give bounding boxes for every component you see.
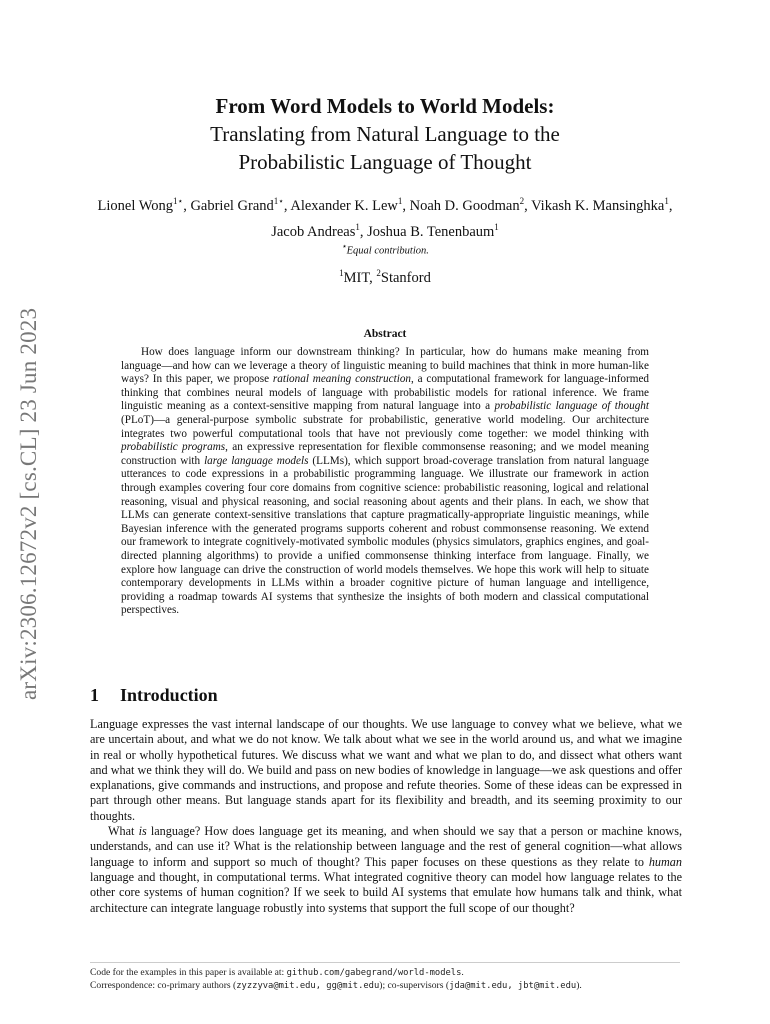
author-name: Vikash K. Mansinghka [531, 197, 665, 214]
paragraph-text: language? How does language get its meaning, and when should we say that a person or machine knows, understands, and can use it? What is the relationship between language and the rest of general cognition—what allows language to inform and support so much of thought? This paper focuses on these questions as they relate to [90, 824, 682, 869]
paper-subtitle-line-2: Probabilistic Language of Thought [238, 150, 532, 174]
paper-subtitle-line-1: Translating from Natural Language to the [210, 122, 560, 146]
author-affil-mark: 1 [397, 196, 403, 206]
abstract-text: How does language inform our downstream thinking? In particular, how do humans make meaning from language—and how can we leverage a theory of linguistic meaning to build machines that think in more human-like ways? In this paper, we propose [121, 346, 649, 386]
author-name: Gabriel Grand [190, 197, 274, 214]
footnote-text: Correspondence: co-primary authors ( [90, 979, 237, 991]
equal-contribution-note [0, 241, 770, 257]
paragraph-emphasis: human [648, 854, 682, 869]
section-number: 1 [90, 685, 99, 705]
author-name: Noah D. Goodman [409, 197, 520, 214]
footnote-text: . [461, 967, 464, 978]
author-name: Alexander K. Lew [290, 197, 398, 214]
author-affil-mark: 2 [519, 196, 525, 206]
affil-name: MIT, [343, 269, 377, 286]
section-title: Introduction [120, 685, 218, 705]
abstract-emphasis: probabilistic language of thought [494, 400, 649, 413]
affil-mark: 2 [376, 268, 381, 278]
footnote-text: ). [576, 979, 582, 991]
correspondence-footnote [90, 980, 690, 993]
arxiv-identifier-stamp: arXiv:2306.12672v2 [cs.CL] 23 Jun 2023 [16, 307, 41, 700]
footnote-rule [90, 962, 680, 963]
email-links[interactable]: zyzzyva@mit.edu, gg@mit.edu [236, 980, 380, 991]
affiliations [0, 268, 770, 287]
abstract-text: , a computational framework for language-informed thinking that combines neural models of language with probabilistic models for rational inference. We frame linguistic meaning as a context-sensitive mapping from natural language into a [121, 373, 650, 413]
affil-name: Stanford [380, 269, 431, 286]
equal-contribution-mark: ⋆ [341, 241, 347, 251]
abstract-emphasis: rational meaning construction [272, 373, 412, 386]
footnote-text: ); co-supervisors ( [379, 979, 450, 991]
abstract-text: (PLoT)—a general-purpose symbolic substrate for probabilistic, generative world modeling. Our architecture integrates two powerful computational tools that have not previously come together: we model thinking with [121, 413, 649, 440]
email-links[interactable]: jda@mit.edu, jbt@mit.edu [449, 980, 577, 991]
author-affil-mark: 1⋆ [173, 196, 184, 206]
author-name: Lionel Wong [97, 197, 174, 214]
equal-contribution-text: Equal contribution. [346, 245, 429, 257]
abstract-emphasis: probabilistic programs [121, 441, 226, 454]
code-footnote [90, 967, 690, 980]
abstract-text: , an expressive representation for flexible commonsense reasoning; and we model meaning construction with [121, 441, 650, 467]
author-affil-mark: 1 [664, 196, 669, 206]
footnotes [90, 967, 690, 992]
paper-title: From Word Models to World Models: [215, 94, 555, 118]
affil-mark: 1 [339, 268, 344, 278]
author-affil-mark: 1 [355, 221, 360, 232]
abstract-body [121, 346, 649, 618]
author-affil-mark: 1⋆ [273, 196, 284, 206]
section-heading [90, 685, 218, 706]
footnote-text: Code for the examples in this paper is available at: [90, 967, 287, 978]
paragraph [90, 824, 682, 916]
author-name: Jacob Andreas [271, 223, 356, 240]
code-link[interactable]: github.com/gabegrand/world-models [286, 968, 462, 978]
title-block [0, 92, 770, 176]
author-affil-mark: 1 [494, 221, 499, 232]
author-list: Lionel Wong$^{1⋆}$, Gabriel Grand$^{1⋆}$, Alexander K. Lew$^1$, Noah D. Goodman$^2$, Vikash K. Mansinghka$^1$, Jacob Andreas$^1$, Joshua B. Tenenbaum$^1$ [97, 196, 673, 240]
author-name: Joshua B. Tenenbaum [367, 223, 495, 240]
paragraph-text: language and thought, in computational terms. What integrated cognitive theory can model how language relates to the other core systems of human cognition? If we seek to build AI systems that emulate how humans talk and think, what architecture can integrate language robustly into systems that support the full scope of our thought? [90, 869, 682, 915]
paragraph: Language expresses the vast internal landscape of our thoughts. We use language to convey what we believe, what we are uncertain about, and what we do not know. We talk about what we see in the world around us, and what we imagine in real or wholly hypothetical futures. We discuss what we want and what we plan to do, and dissect what others want and what we think they will do. We build and pass on new bodies of knowledge in language—we ask questions and offer explanations, give commands and instructions, and propose and refute theories. Some of these ideas can be expressed in part through other means. But language stands apart for its flexibility and breadth, and its seeming proximity to our thoughts. [90, 717, 682, 823]
paragraph-emphasis: is [138, 824, 147, 839]
abstract-emphasis: large language models [204, 454, 309, 467]
abstract-heading: Abstract [363, 328, 407, 340]
introduction-body [90, 717, 682, 916]
abstract-text: (LLMs), which support broad-coverage translation from natural language utterances to code expressions in a probabilistic programming language. We illustrate our framework in action through examples covering four core domains from cognitive science: probabilistic reasoning, logical and relational reasoning, visual and physical reasoning, and social reasoning about agents and their plans. In each, we show that LLMs can generate context-sensitive translations that capture pragmatically-appropriate linguistic meanings, while Bayesian inference with the generated programs supports coherent and robust commonsense reasoning. We extend our framework to integrate cognitively-motivated symbolic modules (physics simulators, graphics engines, and goal-directed planning algorithms) to provide a unified commonsense thinking interface from language. Finally, we explore how language can drive the construction of world models themselves. We hope this work will help to situate contemporary developments in LLMs within a broader cognitive picture of human language and intelligence, providing a roadmap towards AI systems that synthesize the insights of both modern and classical computational perspectives. [121, 454, 649, 617]
paragraph-text: What [108, 824, 139, 839]
